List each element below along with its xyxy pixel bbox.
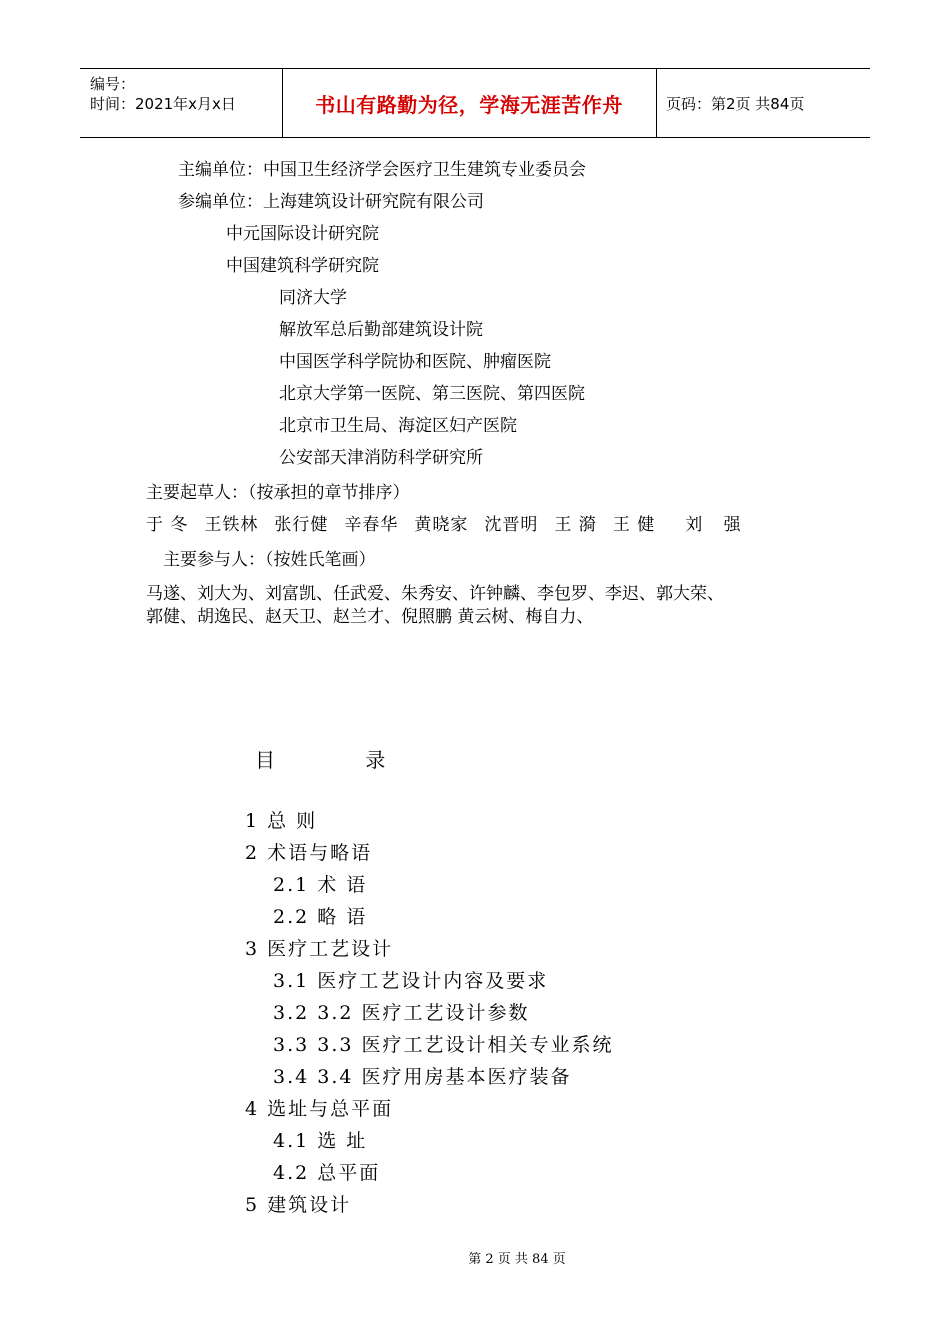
toc-item: 3.1 医疗工艺设计内容及要求 (273, 970, 549, 992)
drafter-name: 沈晋明 (484, 515, 539, 535)
co-unit: 公安部天津消防科学研究所 (279, 448, 483, 468)
page-footer (0, 1248, 950, 1267)
footer-page-number: 第 2 页 共 84 页 (468, 1252, 566, 1267)
drafter-name: 张行健 (274, 515, 329, 535)
toc-item: 5 建筑设计 (245, 1194, 352, 1216)
chief-unit: 主编单位：中国卫生经济学会医疗卫生建筑专业委员会 (178, 160, 586, 180)
toc-item: 2.2 略 语 (273, 906, 368, 928)
co-unit: 中国医学科学院协和医院、肿瘤医院 (279, 352, 551, 372)
co-unit: 中国建筑科学研究院 (226, 256, 379, 276)
drafters-heading: 主要起草人：（按承担的章节排序） (146, 483, 410, 503)
time-label: 时间：2021年x月x日 (90, 95, 236, 113)
drafter-name: 王铁林 (204, 515, 259, 535)
serial-label: 编号： (90, 75, 136, 93)
header-motto-cell (282, 69, 657, 137)
toc-item: 4 选址与总平面 (245, 1098, 394, 1120)
participants-line: 马遂、刘大为、刘富凯、任武爱、朱秀安、许钟麟、李包罗、李迟、郭大荣、 (146, 584, 724, 604)
drafter-name: 黄晓家 (414, 515, 469, 535)
toc-item: 4.1 选 址 (273, 1130, 368, 1152)
toc-item: 3.2 3.2 医疗工艺设计参数 (273, 1002, 530, 1024)
drafter-name: 王 健 (612, 515, 656, 535)
drafter-name: 于 冬 (146, 515, 189, 535)
co-unit: 北京大学第一医院、第三医院、第四医院 (279, 384, 585, 404)
page-info: 页码：第2页 共84页 (666, 94, 805, 113)
header-meta-cell (80, 69, 283, 137)
co-unit: 中元国际设计研究院 (226, 224, 379, 244)
drafter-name: 刘 强 (685, 515, 749, 535)
toc-item: 4.2 总平面 (273, 1162, 381, 1184)
participants-heading: 主要参与人：（按姓氏笔画） (163, 550, 376, 570)
participants-line: 郭健、胡逸民、赵天卫、赵兰才、倪照鹏 黄云树、梅自力、 (146, 607, 594, 627)
co-unit: 北京市卫生局、海淀区妇产医院 (279, 416, 517, 436)
toc-item: 3.4 3.4 医疗用房基本医疗装备 (273, 1066, 572, 1088)
toc-item: 3 医疗工艺设计 (245, 938, 394, 960)
toc-item: 3.3 3.3 医疗工艺设计相关专业系统 (273, 1034, 614, 1056)
co-unit: 同济大学 (279, 288, 347, 308)
page-header (80, 68, 870, 138)
toc-item: 2.1 术 语 (273, 874, 368, 896)
drafter-name: 辛春华 (344, 515, 399, 535)
drafters-list (146, 514, 749, 536)
toc-item: 2 术语与略语 (245, 842, 373, 864)
toc-title: 目 录 (255, 748, 428, 772)
drafter-name: 王 漪 (554, 515, 597, 535)
co-unit: 解放军总后勤部建筑设计院 (279, 320, 483, 340)
co-unit-first: 参编单位：上海建筑设计研究院有限公司 (178, 192, 484, 212)
toc-item: 1 总 则 (245, 810, 318, 832)
motto-text: 书山有路勤为径，学海无涯苦作舟 (315, 92, 623, 117)
